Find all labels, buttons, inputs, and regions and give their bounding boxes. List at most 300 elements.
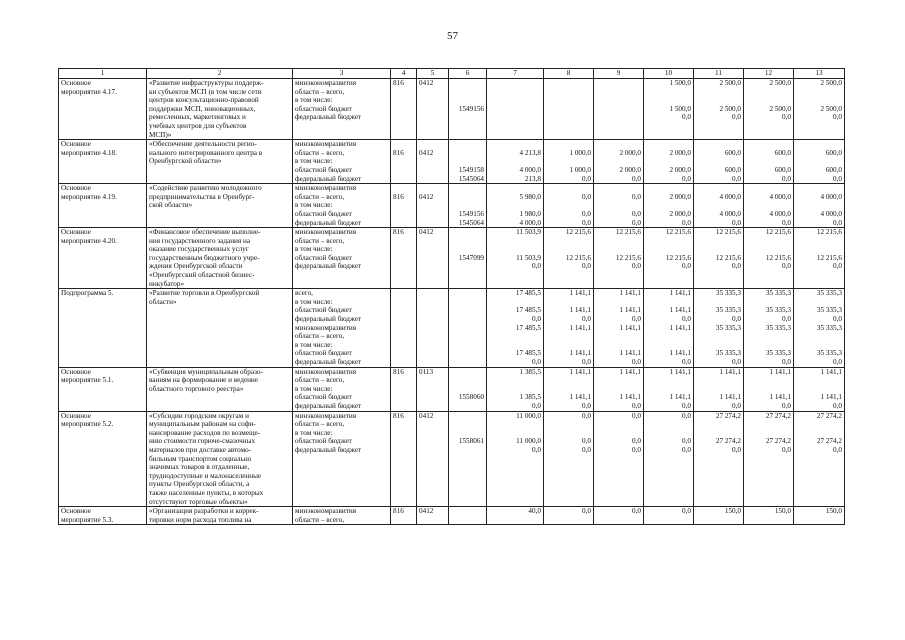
cell-c10	[644, 289, 694, 367]
cell-line	[596, 341, 641, 350]
cell-line	[746, 298, 791, 307]
cell-line: 1545064	[458, 174, 484, 183]
cell-line: минэкономразвития	[295, 228, 357, 237]
cell-line	[796, 341, 842, 350]
cell-line	[393, 184, 414, 193]
cell-line: областной бюджет	[295, 437, 352, 446]
cell-desc	[147, 367, 293, 411]
cell-line: Подпрограмма 5.	[61, 289, 114, 298]
cell-line: «Развитие торговли в Оренбургской	[149, 289, 260, 298]
cell-line: «Организация разработки и коррек-	[149, 507, 259, 516]
cell-line	[696, 341, 741, 350]
cell-line: 35 335,3	[715, 349, 741, 358]
cell-line	[646, 201, 691, 210]
cell-line: «Развитие инфраструктуры поддерж-	[149, 79, 264, 87]
cell-line: 0,0	[682, 315, 691, 324]
cell-c12	[744, 184, 794, 228]
page-number: 57	[447, 30, 458, 42]
cell-line: 0412	[419, 507, 434, 516]
cell-line: 4 000,0	[820, 192, 842, 201]
cell-desc	[147, 228, 293, 289]
cell-line: 1558061	[458, 437, 484, 446]
cell-line: федеральный бюджет	[295, 445, 362, 454]
cell-line	[596, 376, 641, 385]
cell-line: 1 141,1	[820, 367, 842, 376]
cell-name	[59, 79, 147, 140]
cell-c8	[544, 411, 594, 507]
cell-line	[489, 105, 541, 114]
cell-line: 17 485,5	[515, 349, 541, 358]
cell-c9	[594, 411, 644, 507]
cell-line: 4 000,0	[769, 192, 791, 201]
cell-line: 816	[393, 79, 404, 87]
cell-line: 1 141,1	[719, 393, 741, 402]
cell-line: 0,0	[582, 445, 591, 454]
cell-line: 4 213,8	[519, 148, 541, 157]
cell-desc	[147, 140, 293, 184]
cell-line: центров консультационно-правовой	[149, 96, 259, 105]
cell-line: «Оренбургский областной бизнес-	[149, 271, 255, 280]
cell-c13	[794, 367, 845, 411]
cell-c5	[417, 140, 449, 184]
cell-c7	[487, 184, 544, 228]
cell-line	[696, 298, 741, 307]
cell-line: 0,0	[582, 192, 591, 201]
cell-line: в том числе:	[295, 384, 333, 393]
cell-line	[746, 420, 791, 429]
cell-line	[546, 298, 591, 307]
cell-c7	[487, 507, 544, 525]
cell-line	[596, 105, 641, 114]
cell-c5	[417, 79, 449, 140]
cell-c4	[391, 228, 417, 289]
cell-line	[489, 385, 541, 394]
cell-line	[646, 157, 691, 166]
column-number-4: 4	[391, 69, 417, 79]
cell-c10	[644, 79, 694, 140]
cell-line: 1 141,1	[569, 323, 591, 332]
cell-line: 0,0	[782, 315, 791, 324]
cell-line: 0,0	[732, 262, 741, 271]
cell-c9	[594, 140, 644, 184]
cell-line	[796, 429, 842, 438]
cell-line: ремесленных, маркетинговых и	[149, 113, 246, 122]
cell-c10	[644, 184, 694, 228]
cell-c13	[794, 411, 845, 507]
cell-c9	[594, 228, 644, 289]
cell-c6	[449, 79, 487, 140]
cell-line: области – всего,	[295, 148, 345, 157]
cell-line: в том числе:	[295, 428, 333, 437]
cell-line	[696, 385, 741, 394]
cell-line	[796, 96, 842, 105]
cell-line: области – всего,	[295, 192, 345, 201]
cell-c5	[417, 184, 449, 228]
cell-line	[546, 105, 591, 114]
cell-line: значимых товаров в отдаленные,	[149, 463, 250, 472]
cell-line: 12 215,6	[816, 228, 842, 237]
cell-line: мероприятие 4.17.	[61, 87, 117, 96]
cell-name	[59, 289, 147, 367]
cell-line: бильным транспортом социально	[149, 454, 252, 463]
cell-src	[293, 228, 391, 289]
cell-line: областной бюджет	[295, 306, 352, 315]
cell-line: нию стоимости горюче-смазочных	[149, 437, 256, 446]
cell-line: 816	[393, 228, 404, 237]
cell-line: 17 485,5	[515, 289, 541, 298]
cell-line: 35 335,3	[816, 306, 842, 315]
cell-line: 0,0	[582, 401, 591, 410]
cell-line	[546, 113, 591, 122]
cell-c11	[694, 411, 744, 507]
cell-line	[489, 245, 541, 254]
cell-line: 600,0	[825, 148, 842, 157]
cell-line: 816	[393, 148, 404, 157]
cell-line: 0,0	[782, 218, 791, 227]
cell-line: 0,0	[632, 411, 641, 420]
cell-line: 35 335,3	[765, 289, 791, 298]
cell-line: 0,0	[782, 401, 791, 410]
cell-c7	[487, 289, 544, 367]
cell-line: 0,0	[782, 445, 791, 454]
cell-line: мероприятие 5.1.	[61, 376, 114, 385]
cell-c12	[744, 367, 794, 411]
cell-line: 35 335,3	[715, 306, 741, 315]
cell-line: 12 215,6	[715, 228, 741, 237]
cell-line	[796, 376, 842, 385]
cell-line	[646, 96, 691, 105]
cell-src	[293, 289, 391, 367]
cell-line: 35 335,3	[816, 323, 842, 332]
cell-c11	[694, 228, 744, 289]
cell-line: 1 141,1	[619, 349, 641, 358]
cell-line	[546, 429, 591, 438]
cell-line: «Субсидии городским округам и	[149, 411, 249, 420]
column-number-11: 11	[694, 69, 744, 79]
cell-line: 2 500,0	[769, 79, 791, 87]
cell-line	[646, 184, 691, 193]
cell-line: «Субвенция муниципальным образо-	[149, 367, 263, 376]
cell-line	[696, 420, 741, 429]
cell-c4	[391, 507, 417, 525]
cell-line	[696, 237, 741, 246]
cell-line: в том числе:	[295, 157, 333, 166]
cell-line	[796, 385, 842, 394]
cell-c9	[594, 184, 644, 228]
cell-src	[293, 411, 391, 507]
cell-c6	[449, 140, 487, 184]
cell-line: областного торгового реестра»	[149, 384, 244, 393]
cell-line: 0,0	[632, 218, 641, 227]
cell-line: 1 141,1	[569, 289, 591, 298]
cell-line	[596, 298, 641, 307]
column-numbers-row	[59, 69, 845, 79]
cell-line: 0,0	[732, 445, 741, 454]
cell-line	[451, 157, 484, 166]
cell-c10	[644, 140, 694, 184]
cell-line: 1 141,1	[619, 367, 641, 376]
cell-c6	[449, 367, 487, 411]
cell-line: 0,0	[632, 315, 641, 324]
cell-line: 1 385,5	[519, 367, 541, 376]
cell-c11	[694, 140, 744, 184]
cell-line: 1 141,1	[569, 393, 591, 402]
cell-line: Основное	[61, 367, 91, 376]
cell-line	[746, 245, 791, 254]
cell-line	[696, 184, 741, 193]
cell-line: 40,0	[528, 507, 541, 516]
cell-line	[646, 429, 691, 438]
cell-line: 1 141,1	[669, 289, 691, 298]
cell-c11	[694, 367, 744, 411]
cell-line: также населенные пункты, в которых	[149, 488, 264, 497]
cell-line: 1547099	[458, 253, 484, 262]
cell-line: 0,0	[732, 401, 741, 410]
cell-line	[489, 157, 541, 166]
cell-line: инкубатор»	[149, 279, 185, 288]
cell-c5	[417, 367, 449, 411]
cell-line: 1 385,5	[519, 393, 541, 402]
cell-line	[596, 113, 641, 122]
cell-line	[546, 184, 591, 193]
cell-line	[489, 96, 541, 105]
cell-c10	[644, 228, 694, 289]
cell-line: 0,0	[582, 315, 591, 324]
cell-line: 816	[393, 507, 404, 516]
cell-c10	[644, 367, 694, 411]
cell-c7	[487, 367, 544, 411]
cell-line: 0,0	[632, 401, 641, 410]
cell-c13	[794, 184, 845, 228]
cell-line: оказание государственных услуг	[149, 245, 249, 254]
cell-line: Основное	[61, 507, 91, 516]
cell-line: ваниям на формирование и ведение	[149, 376, 258, 385]
cell-line: 1 141,1	[669, 306, 691, 315]
cell-line	[451, 237, 484, 246]
cell-line: 0,0	[682, 411, 691, 420]
cell-c5	[417, 507, 449, 525]
cell-line: Основное	[61, 79, 91, 87]
cell-line: 1 500,0	[669, 79, 691, 87]
cell-line: минэкономразвития	[295, 140, 357, 149]
cell-line: 0,0	[532, 262, 541, 271]
cell-line: отсутствуют торговые объекты»	[149, 497, 248, 506]
cell-line: 1 141,1	[719, 367, 741, 376]
cell-line: 1 141,1	[669, 367, 691, 376]
cell-line: 600,0	[774, 165, 791, 174]
cell-line	[451, 402, 484, 411]
cell-line: Основное	[61, 228, 91, 237]
column-number-3: 3	[293, 69, 391, 79]
cell-line	[546, 420, 591, 429]
cell-src	[293, 140, 391, 184]
cell-line: 12 215,6	[615, 228, 641, 237]
cell-line: 27 274,2	[765, 411, 791, 420]
cell-line	[489, 237, 541, 246]
cell-line	[451, 262, 484, 271]
cell-line: 1 000,0	[569, 165, 591, 174]
cell-line: минэкономразвития	[295, 323, 357, 332]
cell-line: 0,0	[682, 507, 691, 516]
cell-line	[796, 245, 842, 254]
cell-line: минэкономразвития	[295, 411, 357, 420]
cell-line	[796, 201, 842, 210]
cell-line: поддержки МСП, инновационных,	[149, 104, 256, 113]
cell-line	[746, 237, 791, 246]
cell-line	[696, 96, 741, 105]
cell-line	[696, 88, 741, 97]
cell-line: 0,0	[833, 445, 842, 454]
cell-line	[596, 429, 641, 438]
cell-c9	[594, 367, 644, 411]
cell-line: 0,0	[532, 358, 541, 366]
cell-line	[451, 412, 484, 421]
cell-line: минэкономразвития	[295, 79, 357, 87]
column-number-2: 2	[147, 69, 293, 79]
cell-name	[59, 140, 147, 184]
cell-line: в том числе:	[295, 96, 333, 105]
cell-line	[393, 289, 414, 298]
cell-line: 0,0	[682, 358, 691, 366]
cell-line: 0,0	[632, 262, 641, 271]
cell-line: 27 274,2	[715, 411, 741, 420]
cell-line: 27 274,2	[816, 411, 842, 420]
cell-c8	[544, 367, 594, 411]
cell-line	[489, 332, 541, 341]
cell-line	[796, 298, 842, 307]
cell-line: Основное	[61, 140, 91, 149]
cell-line: 1 000,0	[569, 148, 591, 157]
cell-line	[746, 385, 791, 394]
cell-line	[746, 157, 791, 166]
cell-src	[293, 507, 391, 525]
cell-line: 1 500,0	[669, 104, 691, 113]
cell-c13	[794, 79, 845, 140]
cell-c8	[544, 507, 594, 525]
cell-line: 12 215,6	[565, 253, 591, 262]
cell-line	[451, 376, 484, 385]
cell-c13	[794, 289, 845, 367]
cell-line	[451, 140, 484, 149]
cell-line	[546, 341, 591, 350]
cell-line: 0,0	[632, 445, 641, 454]
cell-line	[451, 79, 484, 88]
cell-line	[546, 332, 591, 341]
cell-line	[646, 332, 691, 341]
cell-line: 1 141,1	[619, 289, 641, 298]
cell-line	[696, 140, 741, 149]
cell-line	[796, 237, 842, 246]
cell-line: 4 000,0	[519, 165, 541, 174]
column-number-7: 7	[487, 69, 544, 79]
cell-line: 0,0	[682, 174, 691, 183]
cell-line	[451, 113, 484, 122]
cell-c9	[594, 289, 644, 367]
cell-c8	[544, 184, 594, 228]
cell-line: 0,0	[582, 209, 591, 218]
cell-line: 1 141,1	[619, 323, 641, 332]
cell-line: всего,	[295, 289, 313, 298]
cell-line: 0,0	[833, 113, 842, 122]
cell-line: 0,0	[682, 262, 691, 271]
cell-src	[293, 79, 391, 140]
cell-c8	[544, 79, 594, 140]
cell-line: 0,0	[582, 437, 591, 446]
cell-line: 150,0	[825, 507, 842, 516]
cell-line	[451, 507, 484, 516]
cell-line	[796, 420, 842, 429]
cell-line: 1 141,1	[569, 349, 591, 358]
cell-line: в том числе:	[295, 245, 333, 254]
cell-line	[451, 228, 484, 237]
cell-c5	[417, 228, 449, 289]
cell-line: областной бюджет	[295, 165, 352, 174]
column-number-8: 8	[544, 69, 594, 79]
cell-line: нального интегрированного центра в	[149, 148, 263, 157]
cell-line: областной бюджет	[295, 349, 352, 358]
cell-c8	[544, 289, 594, 367]
cell-line: области – всего,	[295, 332, 345, 341]
cell-line	[489, 140, 541, 149]
cell-line: 17 485,5	[515, 323, 541, 332]
cell-line: 1558060	[458, 393, 484, 402]
cell-line: 0,0	[732, 315, 741, 324]
cell-name	[59, 411, 147, 507]
cell-c12	[744, 79, 794, 140]
cell-line	[796, 140, 842, 149]
cell-line	[746, 184, 791, 193]
cell-line: 0,0	[833, 262, 842, 271]
cell-c4	[391, 411, 417, 507]
cell-line: ния государственного задания на	[149, 236, 251, 245]
cell-line: 2 000,0	[669, 192, 691, 201]
cell-line	[419, 184, 446, 193]
cell-line: в том числе:	[295, 201, 333, 210]
cell-line	[596, 140, 641, 149]
cell-line: федеральный бюджет	[295, 113, 362, 122]
cell-c4	[391, 140, 417, 184]
cell-line: 35 335,3	[765, 323, 791, 332]
cell-c6	[449, 289, 487, 367]
cell-line: 0,0	[782, 174, 791, 183]
cell-c4	[391, 289, 417, 367]
cell-line: областной бюджет	[295, 209, 352, 218]
cell-c6	[449, 507, 487, 525]
cell-line	[596, 184, 641, 193]
cell-line	[596, 96, 641, 105]
cell-line: 600,0	[825, 165, 842, 174]
cell-line: «Обеспечение деятельности регио-	[149, 140, 257, 149]
cell-line: области – всего,	[295, 236, 345, 245]
budget-table	[58, 68, 845, 525]
cell-line: 0,0	[582, 507, 591, 516]
cell-line: 0,0	[532, 445, 541, 454]
cell-line: областной бюджет	[295, 393, 352, 402]
cell-line: мероприятие 4.19.	[61, 192, 117, 201]
cell-line: федеральный бюджет	[295, 218, 362, 227]
cell-line: 35 335,3	[715, 289, 741, 298]
cell-line: 816	[393, 192, 404, 201]
cell-line: минэкономразвития	[295, 507, 357, 516]
cell-line: минэкономразвития	[295, 184, 357, 193]
cell-line	[451, 245, 484, 254]
cell-c8	[544, 140, 594, 184]
cell-line	[646, 298, 691, 307]
cell-line: 5 980,0	[519, 192, 541, 201]
table-row	[59, 367, 845, 411]
cell-line	[451, 368, 484, 377]
cell-line: материалов при доставке автомо-	[149, 445, 252, 454]
